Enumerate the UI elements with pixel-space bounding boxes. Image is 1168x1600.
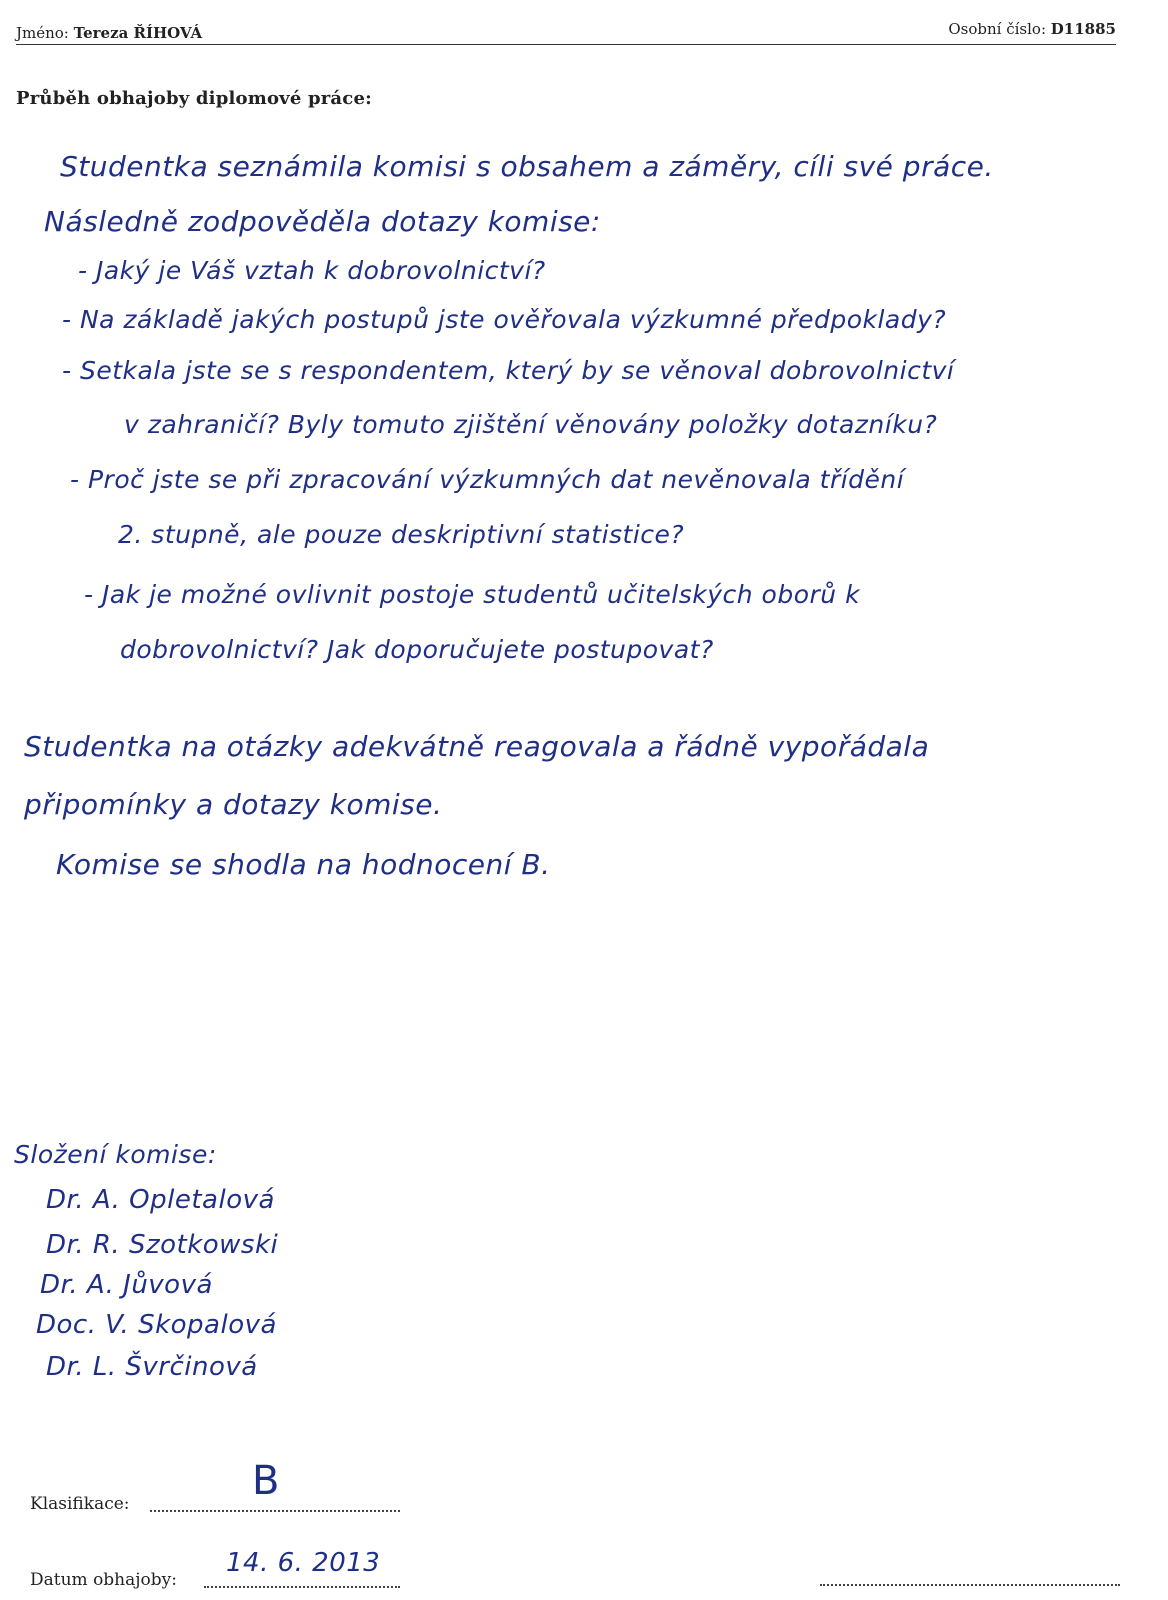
summary-line: Komise se shodla na hodnocení B.	[56, 848, 551, 881]
note-line: v zahraničí? Byly tomuto zjištění věnovány položky dotazníku?	[124, 410, 938, 439]
committee-member: Dr. A. Jůvová	[40, 1270, 213, 1300]
committee-member: Doc. V. Skopalová	[36, 1310, 277, 1340]
date-value: 14. 6. 2013	[226, 1548, 381, 1578]
student-name: Tereza ŘÍHOVÁ	[73, 24, 203, 42]
date-label: Datum obhajoby:	[30, 1570, 177, 1590]
note-line: - Jaký je Váš vztah k dobrovolnictví?	[78, 256, 546, 285]
grade-value: B	[252, 1458, 280, 1504]
summary-line: připomínky a dotazy komise.	[24, 788, 443, 821]
note-line: - Proč jste se při zpracování výzkumných dat nevěnovala třídění	[70, 465, 905, 494]
note-line: - Setkala jste se s respondentem, který by se věnoval dobrovolnictví	[62, 356, 955, 385]
committee-heading: Složení komise:	[14, 1140, 217, 1169]
note-line: 2. stupně, ale pouze deskriptivní statistice?	[118, 520, 685, 549]
student-id-field	[948, 20, 1116, 38]
document-header	[16, 18, 1116, 45]
committee-member: Dr. A. Opletalová	[46, 1185, 275, 1215]
student-id: D11885	[1050, 20, 1116, 38]
note-line: Následně zodpověděla dotazy komise:	[44, 205, 601, 238]
grade-label: Klasifikace:	[30, 1494, 130, 1514]
note-line: dobrovolnictví? Jak doporučujete postupovat?	[120, 635, 714, 664]
id-label: Osobní číslo:	[948, 20, 1047, 38]
committee-member: Dr. R. Szotkowski	[46, 1230, 279, 1260]
note-line: - Jak je možné ovlivnit postoje studentů učitelských oborů k	[84, 580, 861, 609]
student-name-field	[16, 24, 202, 42]
note-line: - Na základě jakých postupů jste ověřovala výzkumné předpoklady?	[62, 305, 947, 334]
date-dotted-line	[204, 1586, 400, 1588]
note-line: Studentka seznámila komisi s obsahem a záměry, cíli své práce.	[60, 150, 994, 183]
signature-dotted-line	[820, 1584, 1120, 1586]
section-title: Průběh obhajoby diplomové práce:	[16, 88, 372, 109]
grade-dotted-line	[150, 1510, 400, 1512]
committee-member: Dr. L. Švrčinová	[46, 1352, 258, 1382]
name-label: Jméno:	[16, 24, 69, 42]
summary-line: Studentka na otázky adekvátně reagovala a řádně vypořádala	[24, 730, 930, 763]
